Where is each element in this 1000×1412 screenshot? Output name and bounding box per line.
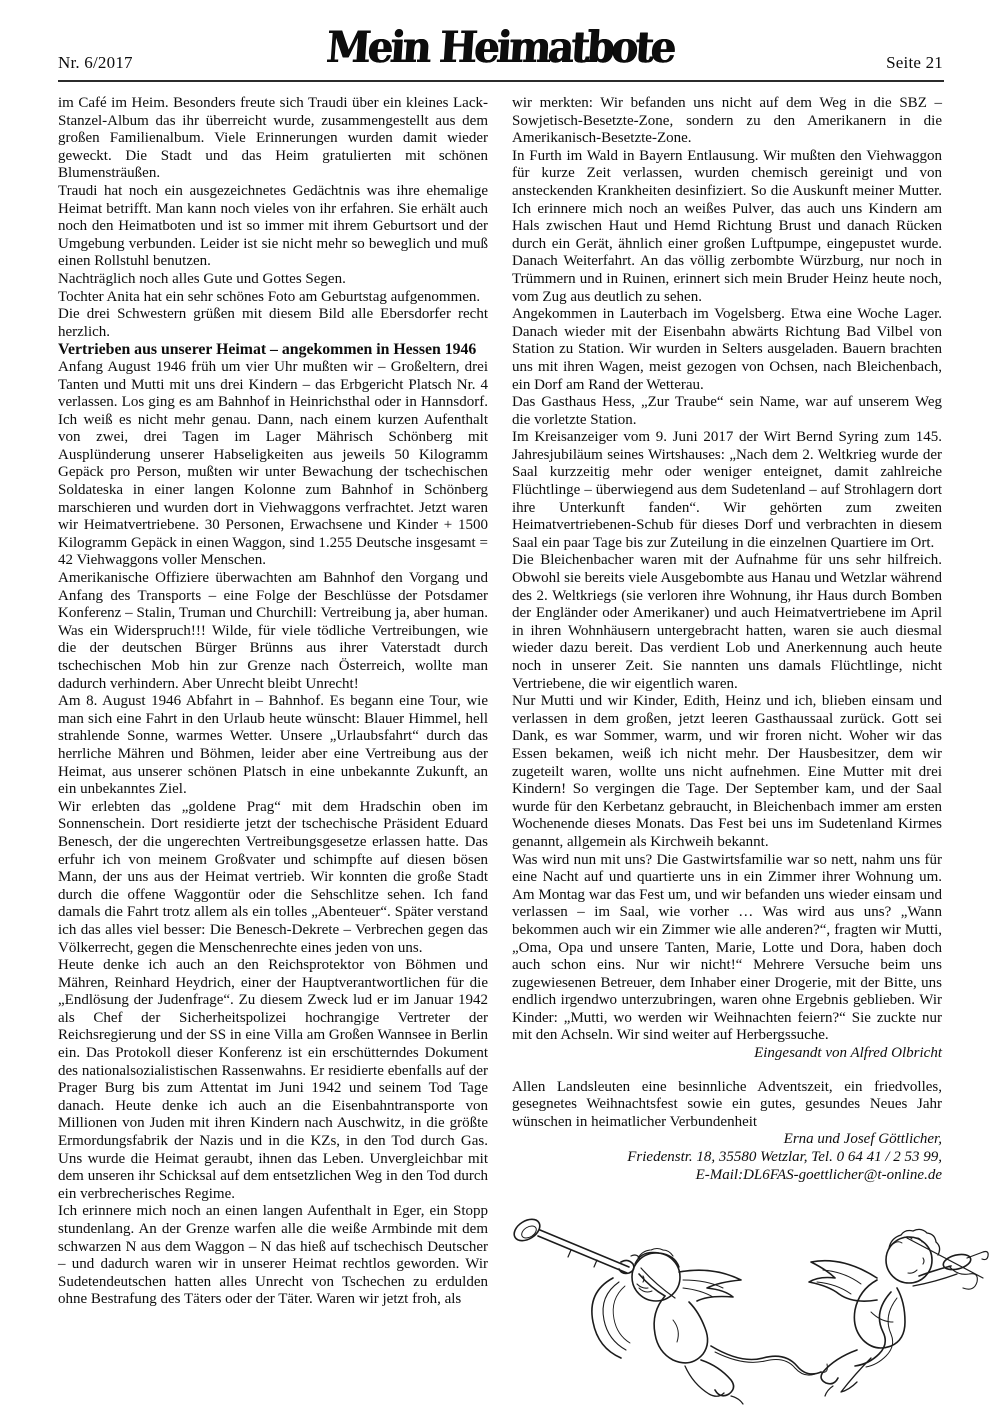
paragraph: Am 8. August 1946 Abfahrt in – Bahnhof. Es begann eine Tour, wie man sich eine Fahrt in den Urlaub heute wünscht: Blauer Himmel, hell strahlende Sonne, warmes Wetter. Unsere „Urlaubsfahrt“ durch das herrliche Mähren und Böhmen, leider aber eine Vertreibung aus der Heimat, aus unserer schönen Platsch in eine unbekannte Zukunft, an ein unbekanntes Ziel. bbox=[58, 693, 488, 798]
paragraph: Amerikanische Offiziere überwachten am Bahnhof den Vorgang und Anfang des Transports – eine Folge der Beschlüsse der Potsdamer Konferenz – Stalin, Truman und Churchill: Vertreibung ja, aber human. Was ein Widerspruch!!! Wilde, für viele tödliche Vertreibungen, wie die der deutschen Bürger Brünns aus ihrer Vaterstadt durch tschechischen Mob hin zur Grenze nach Österreich, wollte man dadurch verhindern. Aber Unrecht bleibt Unrecht! bbox=[58, 570, 488, 692]
article-heading: Vertrieben aus unserer Heimat – angekommen in Hessen 1946 bbox=[58, 341, 477, 359]
paragraph: Ich erinnere mich noch an einen langen Aufenthalt in Eger, ein Stopp stundenlang. An der Grenze warfen alle die weiße Armbinde mit dem schwarzen N aus dem Waggon – N das hieß auf tschechisch Deutscher – und dadurch waren wir in unserer Heimat rechtlos geworden. Wir Sudetendeutschen hatten alles Unrecht von Tschechen zu erdulden ohne Bestrafung des Täters oder der Täter. Waren wir jetzt froh, als bbox=[58, 1203, 488, 1308]
paragraph: In Furth im Wald in Bayern Entlausung. Wir mußten den Viehwaggon für kurze Zeit verlassen, wurden chemisch gereinigt und von ansteckenden Krankheiten desinfiziert. So die Auskunft meiner Mutter. Ich erinnere mich noch an weißes Pulver, das auch uns Kindern am Hals zwischen Haut und Hemd Richtung Brust und danach Rücken durch ein Gerät, ähnlich einer großen Luftpumpe, eingepustet wurde. Danach Weiterfahrt. An das völlig zerbombte Würzburg, nur noch in Trümmern und in Ruinen, erinnert sich mein Bruder Heinz heute noch, vom Zug aus deutlich zu sehen. bbox=[512, 147, 942, 305]
signature-line: Friedenstr. 18, 35580 Wetzlar, Tel. 0 64 41 / 2 53 99, bbox=[627, 1149, 942, 1166]
paragraph: Nachträglich noch alles Gute und Gottes Segen. bbox=[58, 270, 346, 287]
paragraph: Angekommen in Lauterbach im Vogelsberg. Etwa eine Woche Lager. Danach wieder mit der Eisenbahn abwärts Richtung Bad Vilbel von Station zu Station. Wir wurden in Selters ausgeladen. Bauern brachten uns mit ihren Wagen, meist gezogen von Ochsen, nach Bleichenbach, ein Dorf am Rand der Wetterau. bbox=[512, 306, 942, 393]
paragraph: Anfang August 1946 früh um vier Uhr mußten wir – Großeltern, drei Tanten und Mutti mit uns drei Kindern – das Erbgericht Platsch Nr. 4 verlassen. Los ging es am Bahnhof in Heinrichsthal oder in Hannsdorf. Ich weiß es nicht mehr genau. Dann, nach einem kurzen Aufenthalt von zwei, drei Tagen im Lager Mährisch Schönberg mit Ausplünderung unserer Habseligkeiten aus jeweils 50 Kilogramm Gepäck pro Person, mußten wir unter Bewachung der tschechischen Soldateska in einer langen Kolonne zum Bahnhof in Schönberg marschieren und wurden dort in Viehwaggons verfrachtet. Jetzt waren wir Heimatvertriebene. 30 Personen, Erwachsene und Kinder + 1500 Kilogramm Gepäck in einen Waggon, sind 1.255 Deutsche insgesamt = 42 Viehwaggons voller Menschen. bbox=[58, 358, 488, 569]
byline: Eingesandt von Alfred Olbricht bbox=[754, 1045, 942, 1062]
paragraph: Wir erlebten das „goldene Prag“ mit dem Hradschin oben im Sonnenschein. Dort residierte jetzt der tschechische Präsident Eduard Benesch, der die ungerechten Vertreibungsgesetze erlassen hatte. Das erfuhr ich von meinem Großvater und schimpfte auf diesen bösen Mann, der uns aus der Heimat vertrieb. Wir konnten die große Stadt durch die offene Waggontür oder die Sehschlitze sehen. Ich fand damals die Fahrt trotz allem als ein tolles „Abenteuer“. Später verstand ich das alles viel besser: Die Benesch-Dekrete – Verbrechen gegen das Völkerrecht, gegen die Menschenrechte eines jeden von uns. bbox=[58, 798, 488, 956]
paragraph: Nur Mutti und wir Kinder, Edith, Heinz und ich, blieben einsam und verlassen in dem großen, jetzt leeren Gasthaussaal zurück. Gott sei Dank, es war Sommer, warm, und wir froren nicht. Woher wir das Essen bekamen, weiß ich nicht mehr. Der Hausbesitzer, dem wir zugeteilt waren, wollte uns nicht aufnehmen. Eine Mutter mit drei Kindern! So vergingen die Tage. Der September kam, und der Saal wurde für den Kerbetanz gebraucht, in Bleichenbach immer am ersten Wochenende dieses Monats. Das Fest bei uns im Sudetenland Kirmes genannt, allgemein als Kirchweih bekannt. bbox=[512, 693, 942, 850]
paragraph: Traudi hat noch ein ausgezeichnetes Gedächtnis was ihre ehemalige Heimat betrifft. Man kann noch vieles von ihr erfahren. Sie erhält auch noch den Heimatboten und ist so immer mit ihrem Geburtsort und der Umgebung verbunden. Leider ist sie nicht mehr so beweglich und muß einen Rollstuhl benutzen. bbox=[58, 182, 488, 270]
right-column bbox=[512, 95, 942, 1184]
masthead-title: Mein Heimatbote bbox=[324, 22, 676, 73]
signature-line: Erna und Josef Göttlicher, bbox=[783, 1131, 942, 1148]
paragraph: Heute denke ich auch an den Reichsprotektor von Böhmen und Mähren, Reinhard Heydrich, einer der Hauptverantwortlichen für die „Endlösung der Judenfrage“. Zu diesem Zweck lud er im Januar 1942 als Chef der Sicherheitspolizei hochrangige Vertreter der Reichsregierung und der SS in eine Villa am Großen Wannsee in Berlin ein. Das Protokoll dieser Konferenz ist ein erschütterndes Dokument des nationalsozialistischen Rassenwahns. Er residierte ebenfalls auf der Prager Burg bis zum Attentat im Juni 1942 und seinem Tod Tage danach. Heute denke ich auch an die Eisenbahntransporte von Millionen von Juden mit ihren Kindern nach Auschwitz, in die größte Ermordungsfabrik der Nazis und in die KZs, in den Tod durch Gas. Uns wurde die Heimat geraubt, ihnen das Leben. Unvergleichbar mit dem unseren ihr Schicksal auf dem entsetzlichen Weg in den Tod durch ein verbrecherisches Regime. bbox=[58, 957, 488, 1202]
closing-paragraph: Allen Landsleuten eine besinnliche Adventszeit, ein friedvolles, gesegnetes Weihnachtsfest sowie ein gutes, gesundes Neues Jahr wünschen in heimatlicher Verbundenheit bbox=[512, 1078, 942, 1130]
page-number: Seite 21 bbox=[886, 53, 943, 72]
paragraph: Was wird nun mit uns? Die Gastwirtsfamilie war so nett, nahm uns für eine Nacht auf und quartierte uns in ein Zimmer ihrer Wohnung um. Am Montag war das Fest um, und wir befanden uns wieder einsam und verlassen – im Saal, wie vorher … Was wird aus uns? „Wann bekommen auch wir ein Zimmer wie alle anderen?“, fragten wir Mutti, „Oma, Opa und unsere Tanten, Marie, Lotte und Dora, haben doch auch schon eins. Nur wir nicht!“ Mehrere Versuche beim uns zugewiesenen Betreuer, dem Inhaber einer Drogerie, mit der Bitte, uns endlich irgendwo unterzubringen, waren ohne Ergebnis geblieben. Wir Kinder: „Mutti, wo werden wir Weihnachten feiern?“ Sie zuckte nur mit den Achseln. Wir sind weiter auf Herbergssuche. bbox=[512, 851, 942, 1044]
paragraph: wir merkten: Wir befanden uns nicht auf dem Weg in die SBZ – Sowjetisch-Besetzte-Zone, sondern zu den Amerikanern in die Amerikanisch-Besetzte-Zone. bbox=[512, 95, 942, 147]
issue-number: Nr. 6/2017 bbox=[58, 53, 133, 72]
left-column bbox=[58, 95, 488, 1309]
paragraph: im Café im Heim. Besonders freute sich Traudi über ein kleines Lack-Stanzel-Album das ihr überreicht wurde, zusammengestellt aus dem großen Familienalbum. Viele Erinnerungen wurden damit wieder geweckt. Die Stadt und das Heim gratulierten mit schönen Blumensträußen. bbox=[58, 95, 488, 182]
paragraph: Tochter Anita hat ein sehr schönes Foto am Geburtstag aufgenommen. bbox=[58, 288, 481, 305]
paragraph: Die drei Schwestern grüßen mit diesem Bild alle Ebersdorfer recht herzlich. bbox=[58, 306, 488, 340]
paragraph: Das Gasthaus Hess, „Zur Traube“ sein Name, war auf unserem Weg die vorletzte Station. bbox=[512, 394, 942, 428]
cherub-angels-illustration bbox=[505, 1200, 990, 1408]
header-divider bbox=[58, 80, 944, 82]
paragraph: Die Bleichenbacher waren mit der Aufnahme für uns sehr hilfreich. Obwohl sie bereits viele Ausgebombte aus Hanau und Wetzlar während des 2. Weltkriegs (sie verloren ihre Wohnung, ihr Haus durch Bomben der Engländer oder Amerikaner) und auch Heimatvertriebene im April in ihren Wohnhäusern untergebracht hatten, waren sie auch diesmal wieder dazu bereit. Das verdient Lob und Anerkennung auch heute noch in unserer Zeit. Sie nannten uns damals Flüchtlinge, nicht Vertriebene, die wir eigentlich waren. bbox=[512, 552, 942, 692]
signature-line: E-Mail:DL6FAS-goettlicher@t-online.de bbox=[695, 1166, 942, 1183]
paragraph: Im Kreisanzeiger vom 9. Juni 2017 der Wirt Bernd Syring zum 145. Jahresjubiläum seines Wirtshauses: „Nach dem 2. Weltkrieg wurde der Saal kurzzeitig mehr oder weniger enteignet, damit zahlreiche Flüchtlinge – überwiegend aus dem Sudetenland – auf Strohlagern dort ihre Unterkunft fanden“. Wir gehörten zum zweiten Heimatvertriebenen-Schub für dieses Dorf und verbrachten in diesem Saal ein paar Tage bis zur Zuteilung in die einzelnen Quartiere im Ort. bbox=[512, 429, 942, 551]
